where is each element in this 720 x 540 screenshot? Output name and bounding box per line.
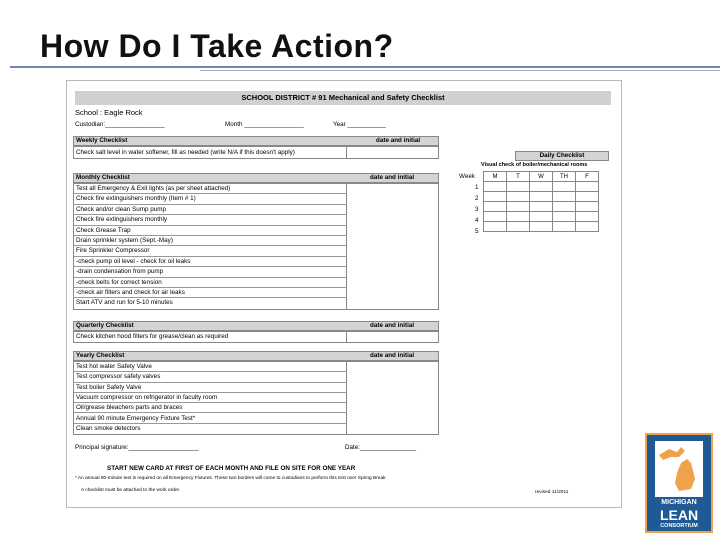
monthly-checklist-bar xyxy=(73,173,439,183)
footer-instruction: START NEW CARD AT FIRST OF EACH MONTH AND FILE ON SITE FOR ONE YEAR xyxy=(107,465,356,472)
list-item: Check Grease Trap xyxy=(74,226,346,236)
date-line: Date:________________ xyxy=(345,444,417,451)
footnote-2: A checklist must be attached to the work order. xyxy=(81,488,181,493)
list-item: Test hot water Safety Valve xyxy=(74,362,346,372)
checklist-header: SCHOOL DISTRICT # 91 Mechanical and Safety Checklist xyxy=(75,91,611,105)
weekly-date-col: date and initial xyxy=(376,137,421,144)
monthly-items-box xyxy=(73,183,439,310)
list-item: Oil/grease bleachers parts and braces xyxy=(74,403,346,413)
quarterly-item-box xyxy=(73,331,439,343)
list-item: Start ATV and run for 5-10 minutes xyxy=(76,299,173,307)
list-item: -check pump oil level - check for oil leaks xyxy=(74,257,346,267)
logo-line-3: CONSORTIUM xyxy=(660,523,698,529)
list-item: Test compressor safety valves xyxy=(74,372,346,382)
week-number: 4 xyxy=(475,217,479,224)
week-number: 1 xyxy=(475,184,479,191)
list-item: Drain sprinkler system (Sept.-May) xyxy=(74,236,346,246)
week-number: 2 xyxy=(475,195,479,202)
title-underline xyxy=(10,66,720,68)
list-item: Vacuum compressor on refrigerator in faculty room xyxy=(74,393,346,403)
day-header: TH xyxy=(553,172,576,182)
day-header: M xyxy=(484,172,507,182)
michigan-lean-consortium-logo xyxy=(645,433,713,533)
logo-line-2: LEAN xyxy=(659,507,699,523)
list-item: -drain condensation from pump xyxy=(74,267,346,277)
list-item: Check and/or clean Sump pump xyxy=(74,205,346,215)
list-item: -check air filters and check for air leaks xyxy=(74,288,346,298)
school-line: School : Eagle Rock xyxy=(75,108,143,117)
quarterly-checklist-bar xyxy=(73,321,439,331)
list-item: Test boiler Safety Valve xyxy=(74,383,346,393)
monthly-date-col: date and initial xyxy=(370,174,415,181)
footnote-1: * An annual 90-minute test is required on all Emergency Fixtures. These two borders will come to custodians to perform this test over Spring Break xyxy=(75,476,386,481)
yearly-items-box xyxy=(73,361,439,435)
michigan-map-icon xyxy=(655,441,703,497)
day-header: W xyxy=(530,172,553,182)
yearly-date-col: date and initial xyxy=(370,352,415,359)
quarterly-item: Check kitchen hood filters for grease/clean as required xyxy=(76,333,229,340)
weekly-item-box xyxy=(73,146,439,159)
custodian-line: Custodian:_________________ xyxy=(75,121,165,128)
list-item: Test all Emergency & Exit lights (as per sheet attached) xyxy=(74,184,346,194)
weekly-item: Check salt level in water softener, fill as needed (write N/A if this doesn't apply) xyxy=(76,149,295,156)
week-number: 3 xyxy=(475,206,479,213)
week-label: Week xyxy=(459,173,475,180)
list-item: Check fire extinguishers monthly xyxy=(74,215,346,225)
list-item: -check belts for correct tension xyxy=(74,278,346,288)
quarterly-date-col: date and initial xyxy=(370,322,415,329)
revised-date: revised 11/2011 xyxy=(535,490,569,495)
month-line: Month _________________ xyxy=(225,121,304,128)
list-item: Clean smoke detectors xyxy=(76,424,141,432)
weekly-checklist-bar xyxy=(73,136,439,146)
list-item: Annual 90 minute Emergency Fixture Test* xyxy=(74,414,346,424)
quarterly-title: Quarterly Checklist xyxy=(76,322,134,329)
list-item: Check fire extinguishers monthly (Item # 1) xyxy=(74,194,346,204)
title-underline-thin xyxy=(200,70,720,71)
slide-title: How Do I Take Action? xyxy=(40,28,394,64)
daily-checklist-title: Daily Checklist xyxy=(515,151,609,161)
daily-checklist-grid xyxy=(483,171,599,232)
weekly-title: Weekly Checklist xyxy=(76,137,128,144)
day-header: T xyxy=(507,172,530,182)
yearly-title: Yearly Checklist xyxy=(76,352,125,359)
list-item: Fire Sprinkler Compressor xyxy=(74,246,346,256)
week-number: 5 xyxy=(475,228,479,235)
monthly-title: Monthly Checklist xyxy=(76,174,130,181)
checklist-document xyxy=(66,80,622,508)
logo-line-1: MICHIGAN xyxy=(661,499,697,506)
yearly-checklist-bar xyxy=(73,351,439,361)
day-header: F xyxy=(576,172,599,182)
year-line: Year ___________ xyxy=(333,121,386,128)
daily-checklist-subtitle: Visual check of boiler/mechanical rooms xyxy=(481,162,588,168)
principal-signature-line: Principal signature:____________________ xyxy=(75,444,199,451)
